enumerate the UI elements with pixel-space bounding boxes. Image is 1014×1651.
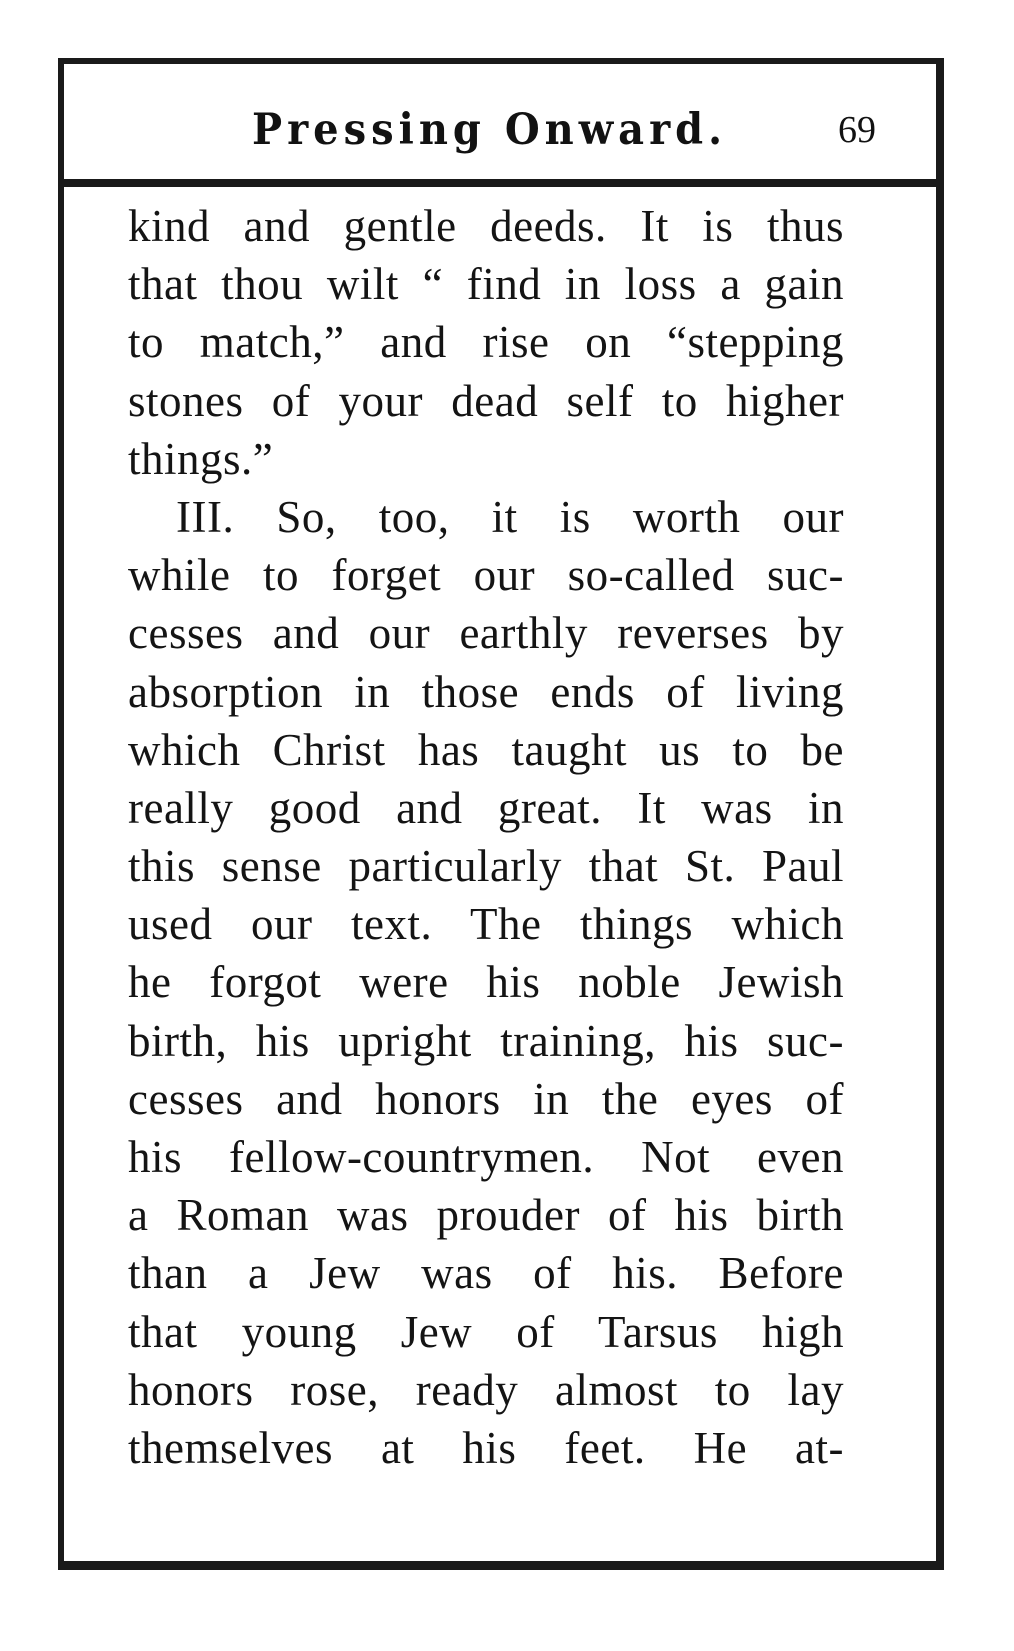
text-line: III. So, too, it is worth our	[176, 491, 844, 542]
text-line: than a Jew was of his. Before	[128, 1248, 844, 1299]
text-line: that young Jew of Tarsus high	[128, 1306, 844, 1357]
text-line: stones of your dead self to higher	[128, 375, 844, 426]
text-line: really good and great. It was in	[128, 782, 844, 833]
page-border-frame	[58, 58, 944, 1570]
running-title: Pressing Onward.	[252, 104, 728, 155]
text-line: a Roman was prouder of his birth	[128, 1190, 844, 1241]
text-line: kind and gentle deeds. It is thus	[128, 201, 844, 251]
text-line: themselves at his feet. He at-	[128, 1422, 844, 1473]
text-line: this sense particularly that St. Paul	[128, 841, 844, 892]
body-text	[128, 197, 844, 1477]
text-line: that thou wilt “ find in loss a gain	[128, 259, 844, 310]
text-line: his fellow-countrymen. Not even	[128, 1132, 844, 1182]
text-line: things.”	[128, 433, 274, 484]
text-line: cesses and our earthly reverses by	[128, 608, 844, 659]
text-line: he forgot were his noble Jewish	[128, 957, 844, 1008]
text-line: to match,” and rise on “stepping	[128, 317, 844, 368]
page-number: 69	[838, 109, 876, 151]
text-line: while to forget our so-called suc-	[128, 550, 844, 601]
text-line: which Christ has taught us to be	[128, 724, 844, 775]
text-line: honors rose, ready almost to lay	[128, 1364, 844, 1415]
text-line: used our text. The things which	[128, 899, 844, 950]
running-header	[64, 64, 936, 187]
text-line: birth, his upright training, his suc-	[128, 1015, 844, 1066]
text-line: absorption in those ends of living	[128, 666, 844, 717]
text-line: cesses and honors in the eyes of	[128, 1073, 844, 1124]
